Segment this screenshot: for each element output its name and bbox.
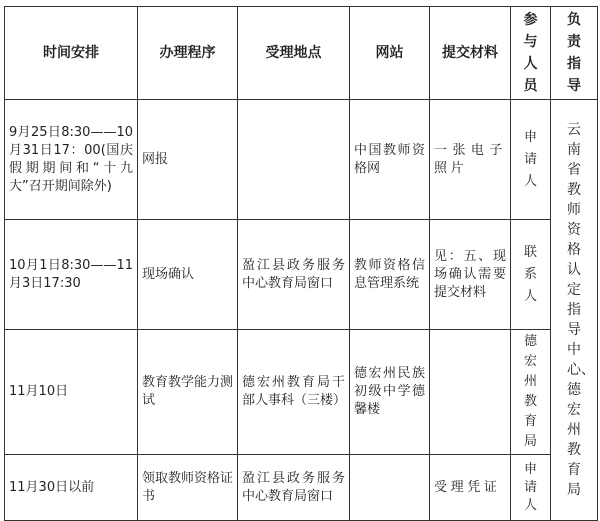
header-location: 受理地点 (238, 7, 350, 100)
cell-time: 11月10日 (5, 330, 138, 455)
cell-participants-text: 联系人 (524, 244, 538, 304)
cell-participants-text: 申请人 (524, 461, 538, 513)
cell-procedure: 现场确认 (138, 220, 238, 330)
header-participants-text: 参与人员 (523, 12, 538, 94)
cell-website: 德宏州民族初级中学德馨楼 (350, 330, 430, 455)
cell-website: 教师资格信息管理系统 (350, 220, 430, 330)
cell-participants-text: 申请人 (524, 129, 538, 189)
header-website: 网站 (350, 7, 430, 100)
header-participants (511, 7, 551, 100)
cell-guide (551, 100, 598, 521)
cell-procedure: 教育教学能力测试 (138, 330, 238, 455)
cell-website: 中国教师资格网 (350, 100, 430, 220)
cell-location: 盈江县政务服务中心教育局窗口 (238, 220, 350, 330)
header-materials-text: 提交材料 (442, 45, 498, 61)
header-materials (430, 7, 511, 100)
cell-procedure: 网报 (138, 100, 238, 220)
cell-location (238, 100, 350, 220)
cell-participants (511, 100, 551, 220)
cell-materials (430, 330, 511, 455)
cell-time: 10月1日8:30——11月3日17:30 (5, 220, 138, 330)
cell-participants-text: 德宏州教育局 (524, 334, 538, 449)
cell-materials: 见：五、现场确认需要提交材料 (430, 220, 511, 330)
table-row (5, 100, 598, 220)
cell-time: 9月25日8:30——10月31日17：00(国庆假期期间和“十九大”召开期间除外) (5, 100, 138, 220)
table-row (5, 220, 598, 330)
cell-participants (511, 220, 551, 330)
cell-procedure: 领取教师资格证书 (138, 455, 238, 521)
header-procedure: 办理程序 (138, 7, 238, 100)
cell-location: 盈江县政务服务中心教育局窗口 (238, 455, 350, 521)
cell-materials: 受理凭证 (430, 455, 511, 521)
header-time: 时间安排 (5, 7, 138, 100)
header-guide-text: 负责指导 (567, 12, 581, 94)
cell-materials: 一张电子照片 (430, 100, 511, 220)
header-row (5, 7, 598, 100)
cell-participants (511, 330, 551, 455)
header-guide (551, 7, 598, 100)
table-row (5, 330, 598, 455)
cell-time: 11月30日以前 (5, 455, 138, 521)
cell-guide-text: 云南省教师资格认定指导中心、德宏州教育局 (567, 122, 595, 498)
schedule-table (4, 6, 598, 521)
cell-location: 德宏州教育局干部人事科（三楼） (238, 330, 350, 455)
